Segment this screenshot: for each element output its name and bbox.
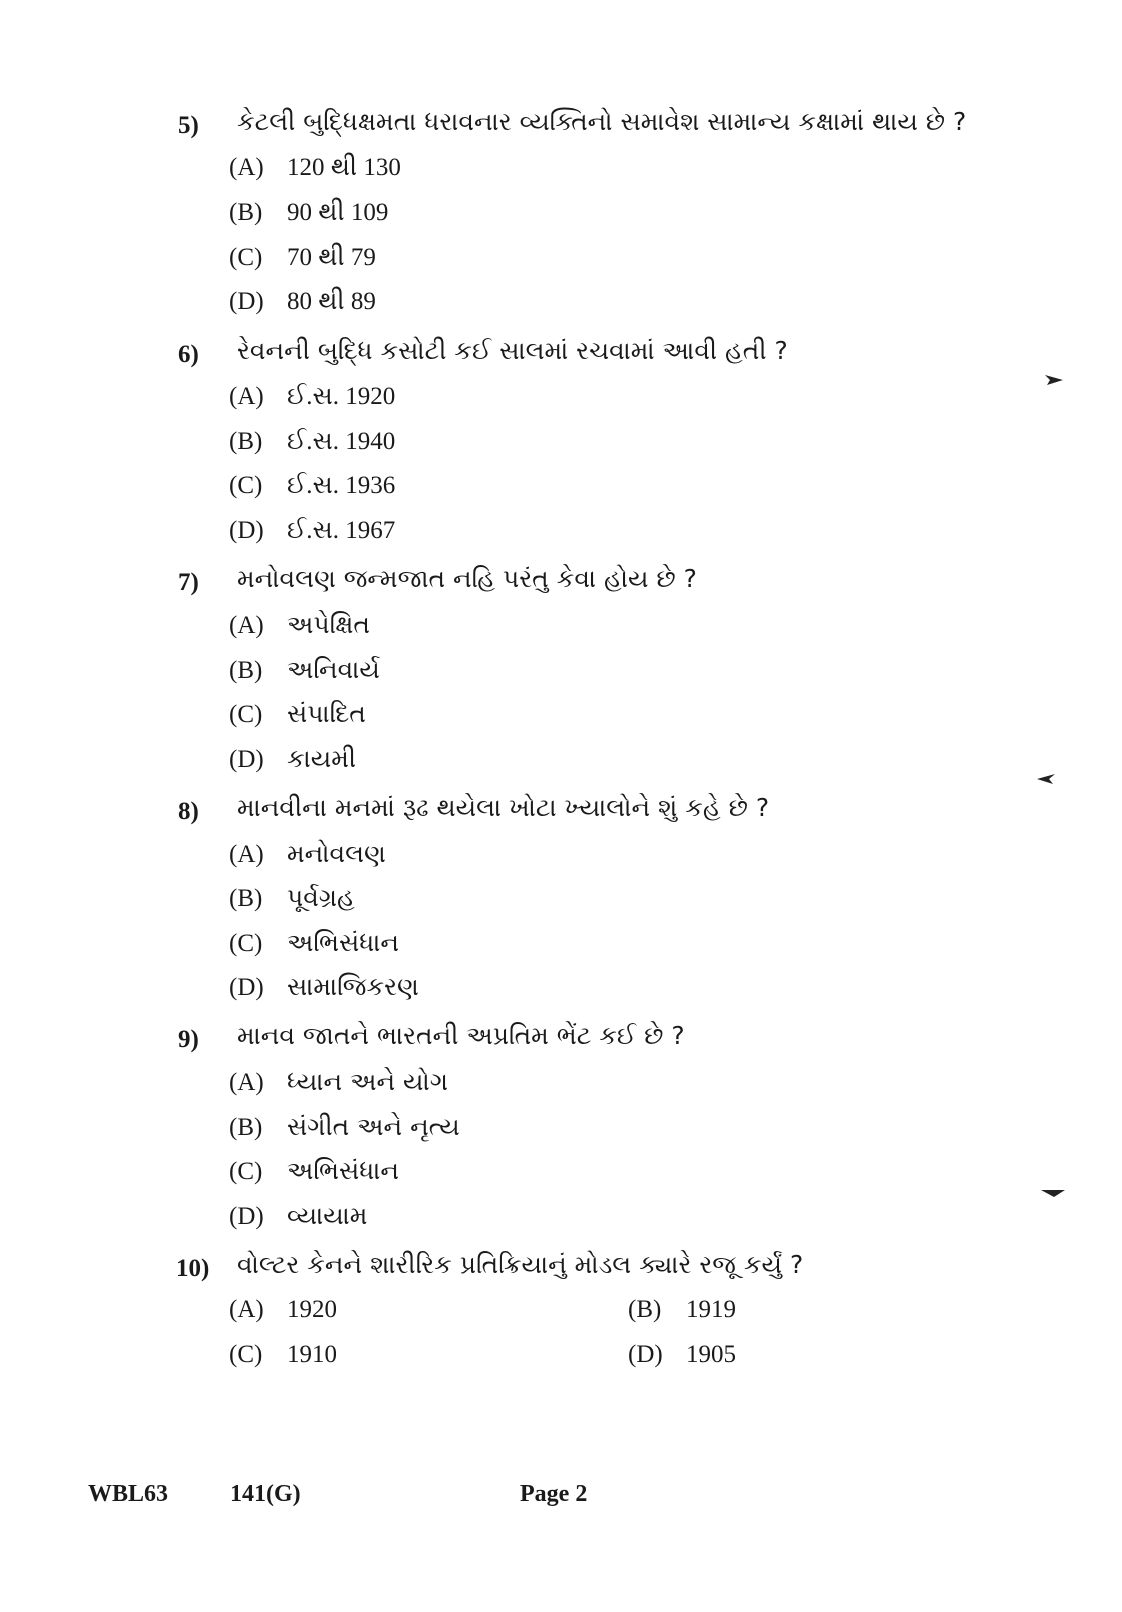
option-label: (B) <box>229 199 263 226</box>
option-label: (B) <box>229 428 263 455</box>
option-b <box>229 1112 460 1143</box>
option-text: ઈ.સ. 1936 <box>287 472 396 499</box>
question-text: વોલ્ટર કેનને શારીરિક પ્રતિક્રિયાનું મોડલ ક્યારે રજૂ કર્યું ? <box>237 1250 804 1279</box>
question-number: 8) <box>178 798 199 825</box>
scan-mark-2 <box>1035 772 1057 786</box>
option-label: (C) <box>229 1158 263 1185</box>
option-label: (D) <box>229 746 264 773</box>
question-text: રેવનની બુદ્ધિ કસોટી કઈ સાલમાં રચવામાં આવી હતી ? <box>237 336 788 365</box>
option-b <box>229 427 395 457</box>
option-d <box>628 1340 736 1370</box>
option-text: 70 થી 79 <box>287 244 376 271</box>
option-text: અભિસંધાન <box>287 1156 400 1185</box>
option-text: સંગીત અને નૃત્ય <box>287 1112 460 1141</box>
option-text: 1910 <box>287 1341 337 1368</box>
footer-paper: 141(G) <box>230 1481 301 1507</box>
option-text: 80 થી 89 <box>287 288 376 315</box>
option-label: (D) <box>229 288 264 315</box>
option-label: (B) <box>628 1296 662 1323</box>
option-text: કાયમી <box>287 744 357 773</box>
question-number: 5) <box>178 112 199 139</box>
question-text: માનવ જાતને ભારતની અપ્રતિમ ભેંટ કઈ છે ? <box>237 1021 685 1050</box>
option-b <box>229 883 355 914</box>
option-a <box>229 1067 448 1098</box>
option-d <box>229 1201 367 1232</box>
option-label: (A) <box>229 841 264 868</box>
option-label: (B) <box>229 885 263 912</box>
scan-mark-1 <box>1043 373 1065 387</box>
option-a <box>229 610 370 641</box>
option-text: ઈ.સ. 1920 <box>287 383 396 410</box>
option-label: (D) <box>229 974 264 1001</box>
option-c <box>229 1156 399 1187</box>
option-c <box>229 243 376 273</box>
option-text: 120 થી 130 <box>287 154 401 181</box>
option-d <box>229 287 376 317</box>
scan-mark-3 <box>1040 1186 1066 1200</box>
option-text: ઈ.સ. 1940 <box>287 428 396 455</box>
option-label: (C) <box>229 472 263 499</box>
option-label: (A) <box>229 1069 264 1096</box>
option-label: (B) <box>229 1114 263 1141</box>
option-label: (A) <box>229 154 264 181</box>
option-text: 1905 <box>686 1341 736 1368</box>
option-b <box>628 1295 736 1325</box>
option-d <box>229 972 419 1003</box>
option-label: (C) <box>229 244 263 271</box>
option-label: (A) <box>229 1296 264 1323</box>
option-text: સામાજિકરણ <box>287 972 419 1001</box>
option-d <box>229 744 356 775</box>
option-text: સંપાદિત <box>287 699 366 728</box>
option-text: વ્યાયામ <box>287 1201 368 1230</box>
option-text: 90 થી 109 <box>287 199 389 226</box>
option-label: (D) <box>628 1341 663 1368</box>
option-label: (D) <box>229 1203 264 1230</box>
question-number: 9) <box>178 1026 199 1053</box>
footer-page: Page 2 <box>520 1481 588 1507</box>
question-number: 10) <box>176 1255 210 1282</box>
option-text: અભિસંધાન <box>287 928 400 957</box>
option-a <box>229 153 401 183</box>
question-text: મનોવલણ જન્મજાત નહિ પરંતુ કેવા હોય છે ? <box>237 564 697 593</box>
question-text: કેટલી બુદ્ધિક્ષમતા ધરાવનાર વ્યક્તિનો સમાવેશ સામાન્ય કક્ષામાં થાય છે ? <box>237 107 967 136</box>
option-label: (C) <box>229 930 263 957</box>
option-d <box>229 516 395 546</box>
option-c <box>229 928 399 959</box>
option-c <box>229 471 395 501</box>
option-text: મનોવલણ <box>287 839 386 868</box>
option-text: પૂર્વગ્રહ <box>287 883 355 912</box>
option-c <box>229 1340 337 1370</box>
option-text: અનિવાર્ય <box>287 655 380 684</box>
option-label: (D) <box>229 517 264 544</box>
option-text: 1920 <box>287 1296 337 1323</box>
option-a <box>229 839 386 870</box>
option-text: ધ્યાન અને યોગ <box>287 1067 448 1096</box>
question-text: માનવીના મનમાં રૂઢ થયેલા ખોટા ખ્યાલોને શું કહે છે ? <box>237 793 770 822</box>
question-number: 7) <box>178 569 199 596</box>
option-a <box>229 1295 337 1325</box>
option-a <box>229 382 395 412</box>
option-label: (C) <box>229 1341 263 1368</box>
option-text: ઈ.સ. 1967 <box>287 517 396 544</box>
option-label: (B) <box>229 657 263 684</box>
question-number: 6) <box>178 341 199 368</box>
option-label: (A) <box>229 612 264 639</box>
option-b <box>229 198 388 228</box>
option-label: (C) <box>229 701 263 728</box>
footer-code: WBL63 <box>88 1481 169 1507</box>
option-label: (A) <box>229 383 264 410</box>
option-c <box>229 699 366 730</box>
option-b <box>229 655 380 686</box>
option-text: અપેક્ષિત <box>287 610 370 639</box>
option-text: 1919 <box>686 1296 736 1323</box>
